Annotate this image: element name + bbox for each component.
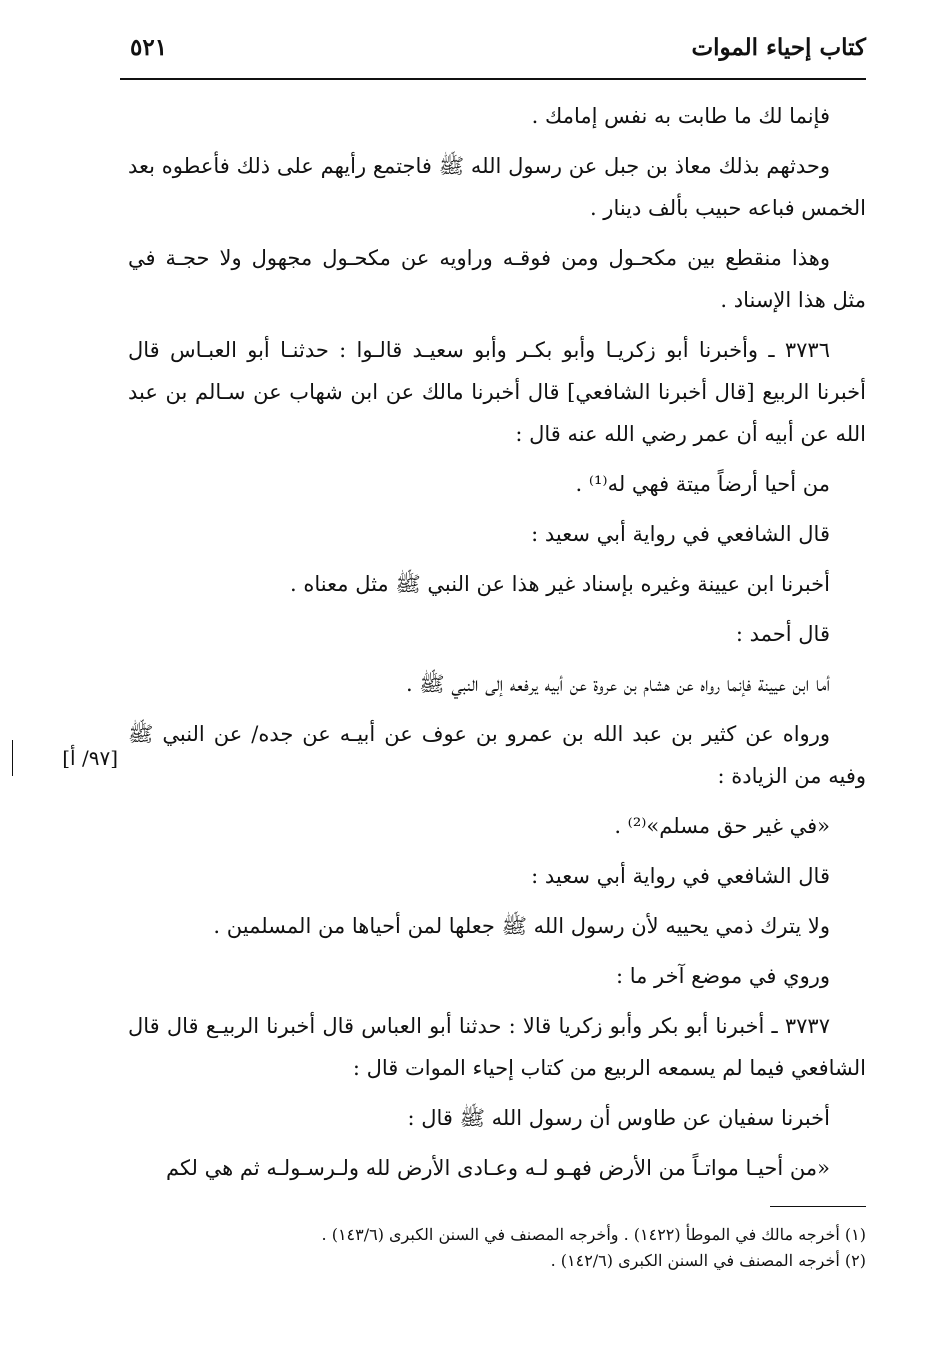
running-header	[120, 34, 866, 78]
paragraph: قال الشافعي في رواية أبي سعيد :	[531, 522, 830, 546]
paragraph: ولا يترك ذمي يحييه لأن رسول الله ﷺ جعلها لمن أحياها من المسلمين .	[213, 914, 830, 938]
paragraph: قال أحمد :	[735, 622, 830, 646]
footnote-1: (١) أخرجه مالك في الموطأ (١٤٢٢) . وأخرجه المصنف في السنن الكبرى (١٤٣/٦) .	[321, 1225, 866, 1244]
footnote-2: (٢) أخرجه المصنف في السنن الكبرى (١٤٢/٦) .	[550, 1251, 866, 1270]
paragraph: أخبرنا سفيان عن طاوس أن رسول الله ﷺ قال :	[407, 1106, 830, 1130]
paragraph: «من أحيـا مواتـاً من الأرض فهـو لـه وعـادى الأرض لله ولـرسـولـه ثم هي لكم	[165, 1156, 830, 1180]
footnotes	[128, 1222, 866, 1274]
page-number: ٥٢١	[130, 34, 168, 61]
paragraph: قال الشافعي في رواية أبي سعيد :	[531, 864, 830, 888]
header-divider	[120, 78, 866, 80]
paragraph: أخبرنا ابن عيينة وغيره بإسناد غير هذا عن النبي ﷺ مثل معناه .	[290, 572, 830, 596]
hadith-3736: ٣٧٣٦ ـ وأخبرنا أبو زكريـا وأبو بكـر وأبو سعيـد قالـوا : حدثنـا أبو العبـاس قال أخبرنا الربيع [قال أخبرنا الشافعي] قال أخبرنا مالك عن ابن شهاب عن سـالم بن عبد الله عن أبيه أن عمر رضي الله عنه قال :	[128, 338, 866, 446]
paragraph: وهذا منقطع بين مكحـول ومن فوقـه وراويه عن مكحـول مجهول ولا حجـة في مثل هذا الإسناد .	[128, 246, 866, 312]
chapter-title: كتاب إحياء الموات	[691, 34, 866, 61]
hadith-3737: ٣٧٣٧ ـ أخبرنا أبو بكر وأبو زكريا قالا : حدثنا أبو العباس قال أخبرنا الربيـع قال قال الشافعي فيما لم يسمعه الربيع من كتاب إحياء الموات قال :	[128, 1014, 866, 1080]
paragraph: من أحيا أرضاً ميتة فهي له⁽¹⁾ .	[575, 472, 830, 496]
paragraph: ورواه عن كثير بن عبد الله بن عمرو بن عوف عن أبيـه عن جده/ عن النبي ﷺ وفيه من الزيادة :	[128, 722, 866, 788]
paragraph: وحدثهم بذلك معاذ بن جبل عن رسول الله ﷺ فاجتمع رأيهم على ذلك فأعطوه بعد الخمس فباعه حبيب بألف دينار .	[128, 154, 866, 220]
main-text	[128, 95, 866, 1197]
paragraph: أما ابن عيينة فإنما رواه عن هشام بن عروة عن أبيه يرفعه إلى النبي ﷺ .	[405, 672, 830, 696]
paragraph: فإنما لك ما طابت به نفس إمامك .	[531, 104, 830, 128]
paragraph: وروي في موضع آخر ما :	[615, 964, 830, 988]
margin-marker-bar	[12, 740, 13, 776]
manuscript-folio-note: [٩٧/ أ]	[62, 746, 118, 770]
paragraph: «في غير حق مسلم»⁽²⁾ .	[614, 814, 830, 838]
footnote-divider	[770, 1206, 866, 1207]
